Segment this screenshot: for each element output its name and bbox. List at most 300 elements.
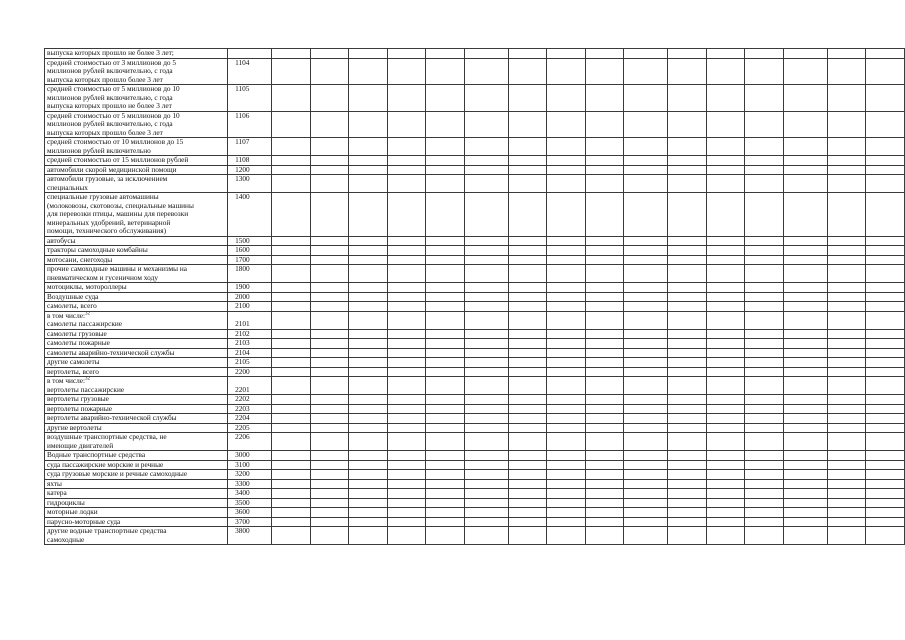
data-entry-cell[interactable]	[624, 329, 668, 339]
data-entry-cell[interactable]	[866, 489, 905, 499]
data-entry-cell[interactable]	[866, 193, 905, 237]
data-entry-cell[interactable]	[272, 58, 310, 85]
data-entry-cell[interactable]	[464, 246, 508, 256]
data-entry-cell[interactable]	[827, 165, 865, 175]
data-entry-cell[interactable]	[668, 255, 706, 265]
data-entry-cell[interactable]	[783, 498, 827, 508]
data-entry-cell[interactable]	[508, 265, 546, 283]
data-entry-cell[interactable]	[310, 460, 348, 470]
data-entry-cell[interactable]	[349, 255, 387, 265]
data-entry-cell[interactable]	[349, 348, 387, 358]
data-entry-cell[interactable]	[866, 358, 905, 368]
data-entry-cell[interactable]	[387, 175, 425, 193]
data-entry-cell[interactable]	[426, 489, 464, 499]
data-entry-cell[interactable]	[827, 414, 865, 424]
data-entry-cell[interactable]	[464, 423, 508, 433]
data-entry-cell[interactable]	[272, 498, 310, 508]
data-entry-cell[interactable]	[387, 246, 425, 256]
data-entry-cell[interactable]	[706, 348, 744, 358]
data-entry-cell[interactable]	[783, 433, 827, 451]
data-entry-cell[interactable]	[464, 433, 508, 451]
data-entry-cell[interactable]	[426, 302, 464, 312]
data-entry-cell[interactable]	[426, 479, 464, 489]
data-entry-cell[interactable]	[706, 111, 744, 138]
data-entry-cell[interactable]	[508, 414, 546, 424]
data-entry-cell[interactable]	[464, 414, 508, 424]
data-entry-cell[interactable]	[866, 111, 905, 138]
data-entry-cell[interactable]	[624, 302, 668, 312]
data-entry-cell[interactable]	[783, 165, 827, 175]
data-entry-cell[interactable]	[272, 470, 310, 480]
data-entry-cell[interactable]	[310, 508, 348, 518]
data-entry-cell[interactable]	[827, 358, 865, 368]
data-entry-cell[interactable]	[827, 246, 865, 256]
data-entry-cell[interactable]	[310, 423, 348, 433]
data-entry-cell[interactable]	[668, 414, 706, 424]
data-entry-cell[interactable]	[783, 470, 827, 480]
data-entry-cell[interactable]	[387, 292, 425, 302]
data-entry-cell[interactable]	[866, 165, 905, 175]
data-entry-cell[interactable]	[745, 395, 783, 405]
data-entry-cell[interactable]	[547, 395, 585, 405]
data-entry-cell[interactable]	[866, 498, 905, 508]
data-entry-cell[interactable]	[866, 175, 905, 193]
data-entry-cell[interactable]	[547, 377, 585, 395]
data-entry-cell[interactable]	[272, 404, 310, 414]
data-entry-cell[interactable]	[387, 433, 425, 451]
data-entry-cell[interactable]	[668, 404, 706, 414]
data-entry-cell[interactable]	[827, 460, 865, 470]
data-entry-cell[interactable]	[668, 138, 706, 156]
data-entry-cell[interactable]	[310, 489, 348, 499]
data-entry-cell[interactable]	[783, 348, 827, 358]
data-entry-cell[interactable]	[706, 236, 744, 246]
data-entry-cell[interactable]	[783, 527, 827, 545]
data-entry-cell[interactable]	[866, 236, 905, 246]
data-entry-cell[interactable]	[464, 138, 508, 156]
data-entry-cell[interactable]	[272, 265, 310, 283]
data-entry-cell[interactable]	[585, 489, 623, 499]
data-entry-cell[interactable]	[464, 329, 508, 339]
data-entry-cell[interactable]	[668, 111, 706, 138]
data-entry-cell[interactable]	[706, 517, 744, 527]
data-entry-cell[interactable]	[706, 138, 744, 156]
data-entry-cell[interactable]	[745, 348, 783, 358]
data-entry-cell[interactable]	[426, 156, 464, 166]
data-entry-cell[interactable]	[547, 460, 585, 470]
data-entry-cell[interactable]	[426, 49, 464, 59]
data-entry-cell[interactable]	[272, 460, 310, 470]
data-entry-cell[interactable]	[426, 138, 464, 156]
data-entry-cell[interactable]	[387, 358, 425, 368]
data-entry-cell[interactable]	[387, 508, 425, 518]
data-entry-cell[interactable]	[547, 414, 585, 424]
data-entry-cell[interactable]	[272, 302, 310, 312]
data-entry-cell[interactable]	[272, 489, 310, 499]
data-entry-cell[interactable]	[866, 423, 905, 433]
data-entry-cell[interactable]	[706, 302, 744, 312]
data-entry-cell[interactable]	[866, 329, 905, 339]
data-entry-cell[interactable]	[783, 265, 827, 283]
data-entry-cell[interactable]	[547, 329, 585, 339]
data-entry-cell[interactable]	[585, 460, 623, 470]
data-entry-cell[interactable]	[310, 236, 348, 246]
data-entry-cell[interactable]	[706, 404, 744, 414]
data-entry-cell[interactable]	[585, 348, 623, 358]
data-entry-cell[interactable]	[668, 329, 706, 339]
data-entry-cell[interactable]	[706, 414, 744, 424]
data-entry-cell[interactable]	[624, 377, 668, 395]
data-entry-cell[interactable]	[547, 517, 585, 527]
data-entry-cell[interactable]	[624, 460, 668, 470]
data-entry-cell[interactable]	[508, 395, 546, 405]
data-entry-cell[interactable]	[310, 479, 348, 489]
data-entry-cell[interactable]	[349, 292, 387, 302]
data-entry-cell[interactable]	[668, 236, 706, 246]
data-entry-cell[interactable]	[624, 423, 668, 433]
data-entry-cell[interactable]	[387, 265, 425, 283]
data-entry-cell[interactable]	[783, 255, 827, 265]
data-entry-cell[interactable]	[547, 292, 585, 302]
data-entry-cell[interactable]	[349, 498, 387, 508]
data-entry-cell[interactable]	[349, 367, 387, 377]
data-entry-cell[interactable]	[827, 423, 865, 433]
data-entry-cell[interactable]	[547, 508, 585, 518]
data-entry-cell[interactable]	[827, 236, 865, 246]
data-entry-cell[interactable]	[745, 138, 783, 156]
data-entry-cell[interactable]	[349, 423, 387, 433]
data-entry-cell[interactable]	[349, 265, 387, 283]
data-entry-cell[interactable]	[508, 49, 546, 59]
data-entry-cell[interactable]	[624, 404, 668, 414]
data-entry-cell[interactable]	[827, 265, 865, 283]
data-entry-cell[interactable]	[745, 451, 783, 461]
data-entry-cell[interactable]	[387, 404, 425, 414]
data-entry-cell[interactable]	[508, 527, 546, 545]
data-entry-cell[interactable]	[387, 85, 425, 112]
data-entry-cell[interactable]	[349, 85, 387, 112]
data-entry-cell[interactable]	[585, 246, 623, 256]
data-entry-cell[interactable]	[706, 489, 744, 499]
data-entry-cell[interactable]	[310, 498, 348, 508]
data-entry-cell[interactable]	[783, 358, 827, 368]
data-entry-cell[interactable]	[668, 302, 706, 312]
data-entry-cell[interactable]	[745, 193, 783, 237]
data-entry-cell[interactable]	[310, 193, 348, 237]
data-entry-cell[interactable]	[624, 527, 668, 545]
data-entry-cell[interactable]	[745, 498, 783, 508]
data-entry-cell[interactable]	[668, 339, 706, 349]
data-entry-cell[interactable]	[783, 111, 827, 138]
data-entry-cell[interactable]	[585, 367, 623, 377]
data-entry-cell[interactable]	[426, 329, 464, 339]
data-entry-cell[interactable]	[387, 367, 425, 377]
data-entry-cell[interactable]	[668, 283, 706, 293]
data-entry-cell[interactable]	[783, 479, 827, 489]
data-entry-cell[interactable]	[508, 302, 546, 312]
data-entry-cell[interactable]	[783, 58, 827, 85]
data-entry-cell[interactable]	[706, 451, 744, 461]
data-entry-cell[interactable]	[745, 404, 783, 414]
data-entry-cell[interactable]	[387, 302, 425, 312]
data-entry-cell[interactable]	[426, 451, 464, 461]
data-entry-cell[interactable]	[745, 377, 783, 395]
data-entry-cell[interactable]	[668, 489, 706, 499]
data-entry-cell[interactable]	[349, 489, 387, 499]
data-entry-cell[interactable]	[464, 404, 508, 414]
data-entry-cell[interactable]	[464, 377, 508, 395]
data-entry-cell[interactable]	[349, 246, 387, 256]
data-entry-cell[interactable]	[310, 404, 348, 414]
data-entry-cell[interactable]	[706, 165, 744, 175]
data-entry-cell[interactable]	[508, 85, 546, 112]
data-entry-cell[interactable]	[706, 367, 744, 377]
data-entry-cell[interactable]	[310, 348, 348, 358]
data-entry-cell[interactable]	[387, 311, 425, 329]
data-entry-cell[interactable]	[310, 433, 348, 451]
data-entry-cell[interactable]	[745, 236, 783, 246]
data-entry-cell[interactable]	[508, 329, 546, 339]
data-entry-cell[interactable]	[349, 433, 387, 451]
data-entry-cell[interactable]	[310, 49, 348, 59]
data-entry-cell[interactable]	[508, 433, 546, 451]
data-entry-cell[interactable]	[745, 85, 783, 112]
data-entry-cell[interactable]	[706, 329, 744, 339]
data-entry-cell[interactable]	[508, 292, 546, 302]
data-entry-cell[interactable]	[547, 246, 585, 256]
data-entry-cell[interactable]	[464, 85, 508, 112]
data-entry-cell[interactable]	[272, 85, 310, 112]
data-entry-cell[interactable]	[426, 527, 464, 545]
data-entry-cell[interactable]	[706, 395, 744, 405]
data-entry-cell[interactable]	[827, 367, 865, 377]
data-entry-cell[interactable]	[827, 156, 865, 166]
data-entry-cell[interactable]	[668, 395, 706, 405]
data-entry-cell[interactable]	[349, 395, 387, 405]
data-entry-cell[interactable]	[706, 193, 744, 237]
data-entry-cell[interactable]	[272, 479, 310, 489]
data-entry-cell[interactable]	[310, 339, 348, 349]
data-entry-cell[interactable]	[547, 255, 585, 265]
data-entry-cell[interactable]	[745, 479, 783, 489]
data-entry-cell[interactable]	[624, 498, 668, 508]
data-entry-cell[interactable]	[547, 236, 585, 246]
data-entry-cell[interactable]	[706, 292, 744, 302]
data-entry-cell[interactable]	[624, 58, 668, 85]
data-entry-cell[interactable]	[585, 423, 623, 433]
data-entry-cell[interactable]	[624, 367, 668, 377]
data-entry-cell[interactable]	[508, 58, 546, 85]
data-entry-cell[interactable]	[310, 517, 348, 527]
data-entry-cell[interactable]	[585, 175, 623, 193]
data-entry-cell[interactable]	[827, 292, 865, 302]
data-entry-cell[interactable]	[426, 85, 464, 112]
data-entry-cell[interactable]	[827, 138, 865, 156]
data-entry-cell[interactable]	[508, 283, 546, 293]
data-entry-cell[interactable]	[547, 311, 585, 329]
data-entry-cell[interactable]	[866, 414, 905, 424]
data-entry-cell[interactable]	[585, 508, 623, 518]
data-entry-cell[interactable]	[624, 85, 668, 112]
data-entry-cell[interactable]	[508, 138, 546, 156]
data-entry-cell[interactable]	[387, 165, 425, 175]
data-entry-cell[interactable]	[745, 339, 783, 349]
data-entry-cell[interactable]	[349, 175, 387, 193]
data-entry-cell[interactable]	[624, 283, 668, 293]
data-entry-cell[interactable]	[310, 283, 348, 293]
data-entry-cell[interactable]	[387, 111, 425, 138]
data-entry-cell[interactable]	[668, 470, 706, 480]
data-entry-cell[interactable]	[349, 460, 387, 470]
data-entry-cell[interactable]	[866, 292, 905, 302]
data-entry-cell[interactable]	[585, 339, 623, 349]
data-entry-cell[interactable]	[866, 479, 905, 489]
data-entry-cell[interactable]	[745, 367, 783, 377]
data-entry-cell[interactable]	[310, 470, 348, 480]
data-entry-cell[interactable]	[668, 423, 706, 433]
data-entry-cell[interactable]	[426, 311, 464, 329]
data-entry-cell[interactable]	[783, 339, 827, 349]
data-entry-cell[interactable]	[508, 246, 546, 256]
data-entry-cell[interactable]	[668, 358, 706, 368]
data-entry-cell[interactable]	[508, 489, 546, 499]
data-entry-cell[interactable]	[624, 395, 668, 405]
data-entry-cell[interactable]	[508, 311, 546, 329]
data-entry-cell[interactable]	[272, 193, 310, 237]
data-entry-cell[interactable]	[624, 292, 668, 302]
data-entry-cell[interactable]	[310, 156, 348, 166]
data-entry-cell[interactable]	[745, 311, 783, 329]
data-entry-cell[interactable]	[745, 283, 783, 293]
data-entry-cell[interactable]	[827, 85, 865, 112]
data-entry-cell[interactable]	[585, 479, 623, 489]
data-entry-cell[interactable]	[547, 165, 585, 175]
data-entry-cell[interactable]	[272, 517, 310, 527]
data-entry-cell[interactable]	[349, 302, 387, 312]
data-entry-cell[interactable]	[310, 311, 348, 329]
data-entry-cell[interactable]	[272, 377, 310, 395]
data-entry-cell[interactable]	[668, 292, 706, 302]
data-entry-cell[interactable]	[706, 58, 744, 85]
data-entry-cell[interactable]	[464, 311, 508, 329]
data-entry-cell[interactable]	[866, 395, 905, 405]
data-entry-cell[interactable]	[464, 460, 508, 470]
data-entry-cell[interactable]	[464, 395, 508, 405]
data-entry-cell[interactable]	[585, 329, 623, 339]
data-entry-cell[interactable]	[464, 498, 508, 508]
data-entry-cell[interactable]	[827, 451, 865, 461]
data-entry-cell[interactable]	[547, 498, 585, 508]
data-entry-cell[interactable]	[585, 414, 623, 424]
data-entry-cell[interactable]	[624, 433, 668, 451]
data-entry-cell[interactable]	[349, 111, 387, 138]
data-entry-cell[interactable]	[827, 508, 865, 518]
data-entry-cell[interactable]	[272, 451, 310, 461]
data-entry-cell[interactable]	[508, 498, 546, 508]
data-entry-cell[interactable]	[745, 255, 783, 265]
data-entry-cell[interactable]	[547, 156, 585, 166]
data-entry-cell[interactable]	[387, 283, 425, 293]
data-entry-cell[interactable]	[508, 236, 546, 246]
data-entry-cell[interactable]	[547, 111, 585, 138]
data-entry-cell[interactable]	[624, 508, 668, 518]
data-entry-cell[interactable]	[827, 404, 865, 414]
data-entry-cell[interactable]	[624, 265, 668, 283]
data-entry-cell[interactable]	[745, 292, 783, 302]
data-entry-cell[interactable]	[310, 527, 348, 545]
data-entry-cell[interactable]	[706, 479, 744, 489]
data-entry-cell[interactable]	[585, 292, 623, 302]
data-entry-cell[interactable]	[668, 527, 706, 545]
data-entry-cell[interactable]	[783, 460, 827, 470]
data-entry-cell[interactable]	[426, 292, 464, 302]
data-entry-cell[interactable]	[783, 156, 827, 166]
data-entry-cell[interactable]	[272, 236, 310, 246]
data-entry-cell[interactable]	[547, 423, 585, 433]
data-entry-cell[interactable]	[387, 49, 425, 59]
data-entry-cell[interactable]	[668, 377, 706, 395]
data-entry-cell[interactable]	[547, 58, 585, 85]
data-entry-cell[interactable]	[349, 283, 387, 293]
data-entry-cell[interactable]	[585, 377, 623, 395]
data-entry-cell[interactable]	[624, 193, 668, 237]
data-entry-cell[interactable]	[426, 246, 464, 256]
data-entry-cell[interactable]	[387, 395, 425, 405]
data-entry-cell[interactable]	[668, 58, 706, 85]
data-entry-cell[interactable]	[310, 451, 348, 461]
data-entry-cell[interactable]	[349, 358, 387, 368]
data-entry-cell[interactable]	[745, 414, 783, 424]
data-entry-cell[interactable]	[272, 49, 310, 59]
data-entry-cell[interactable]	[547, 339, 585, 349]
data-entry-cell[interactable]	[310, 292, 348, 302]
data-entry-cell[interactable]	[624, 339, 668, 349]
data-entry-cell[interactable]	[272, 175, 310, 193]
data-entry-cell[interactable]	[464, 348, 508, 358]
data-entry-cell[interactable]	[426, 414, 464, 424]
data-entry-cell[interactable]	[547, 49, 585, 59]
data-entry-cell[interactable]	[827, 302, 865, 312]
data-entry-cell[interactable]	[508, 193, 546, 237]
data-entry-cell[interactable]	[426, 423, 464, 433]
data-entry-cell[interactable]	[426, 433, 464, 451]
data-entry-cell[interactable]	[866, 433, 905, 451]
data-entry-cell[interactable]	[387, 138, 425, 156]
data-entry-cell[interactable]	[706, 255, 744, 265]
data-entry-cell[interactable]	[706, 175, 744, 193]
data-entry-cell[interactable]	[706, 470, 744, 480]
data-entry-cell[interactable]	[464, 111, 508, 138]
data-entry-cell[interactable]	[349, 339, 387, 349]
data-entry-cell[interactable]	[464, 58, 508, 85]
data-entry-cell[interactable]	[624, 236, 668, 246]
data-entry-cell[interactable]	[585, 470, 623, 480]
data-entry-cell[interactable]	[387, 236, 425, 246]
data-entry-cell[interactable]	[585, 395, 623, 405]
data-entry-cell[interactable]	[310, 329, 348, 339]
data-entry-cell[interactable]	[668, 156, 706, 166]
data-entry-cell[interactable]	[547, 265, 585, 283]
data-entry-cell[interactable]	[668, 246, 706, 256]
data-entry-cell[interactable]	[508, 175, 546, 193]
data-entry-cell[interactable]	[426, 165, 464, 175]
data-entry-cell[interactable]	[706, 508, 744, 518]
data-entry-cell[interactable]	[426, 508, 464, 518]
data-entry-cell[interactable]	[624, 479, 668, 489]
data-entry-cell[interactable]	[310, 58, 348, 85]
data-entry-cell[interactable]	[349, 404, 387, 414]
data-entry-cell[interactable]	[866, 255, 905, 265]
